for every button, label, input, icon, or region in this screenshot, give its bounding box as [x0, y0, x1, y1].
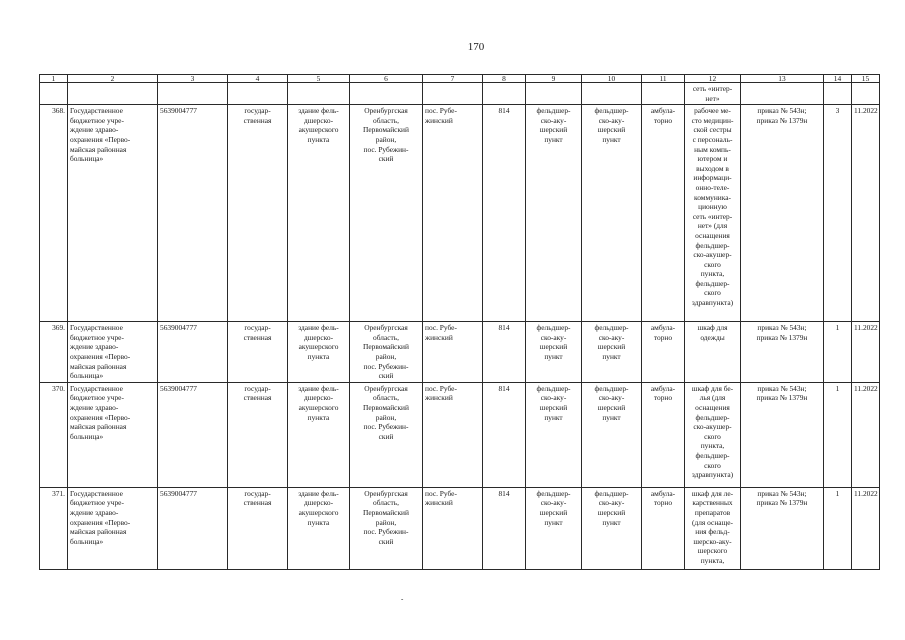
care-type-cell: амбула- торно	[642, 105, 685, 322]
order-cell: приказ № 543н; приказ № 1379н	[741, 105, 824, 322]
address-cell: Оренбургская область, Первомайский район, пос. Рубежин- ский	[350, 105, 423, 322]
column-number: 2	[68, 75, 158, 83]
care-type-cell: амбула- торно	[642, 382, 685, 487]
equipment-cell: шкаф для одежды	[685, 322, 741, 383]
column-number: 15	[852, 75, 880, 83]
organization-cell: Государственное бюджетное учре- ждение здраво- охранения «Перво- майская районная больница»	[68, 382, 158, 487]
locality-cell: пос. Рубе- жинский	[423, 382, 483, 487]
column-number: 11	[642, 75, 685, 83]
page-number: 170	[467, 41, 485, 53]
equipment-cell: рабочее ме- сто медицин- ской сестры с персональ- ным компь- ютером и выходом в информаци- онно-теле- коммуника- ционную сеть «интер- нет» (для оснащения фельдшер- ско-акушер- ского пункта, фельдшер- ского здравпункта)	[685, 105, 741, 322]
unit-cell-2: фельдшер- ско-аку- шерский пункт	[582, 487, 642, 569]
organization-cell: Государственное бюджетное учре- ждение здраво- охранения «Перво- майская районная больница»	[68, 105, 158, 322]
code-cell: 814	[483, 487, 526, 569]
unit-cell-2: фельдшер- ско-аку- шерский пункт	[582, 382, 642, 487]
locality-cell: пос. Рубе- жинский	[423, 105, 483, 322]
inn-cell: 5639004777	[158, 322, 228, 383]
code-cell: 814	[483, 382, 526, 487]
quantity-cell: 1	[824, 382, 852, 487]
date-cell: 11.2022	[852, 105, 880, 322]
organization-cell: Государственное бюджетное учре- ждение здраво- охранения «Перво- майская районная больница»	[68, 322, 158, 383]
care-type-cell: амбула- торно	[642, 322, 685, 383]
column-number: 8	[483, 75, 526, 83]
code-cell: 814	[483, 322, 526, 383]
order-cell: приказ № 543н; приказ № 1379н	[741, 487, 824, 569]
column-number: 9	[526, 75, 582, 83]
equipment-cell: шкаф для бе- лья (для оснащения фельдшер- ско-акушер- ского пункта, фельдшер- ского здравпункта)	[685, 382, 741, 487]
row-number: 368.	[40, 105, 68, 322]
column-number: 1	[40, 75, 68, 83]
column-number: 6	[350, 75, 423, 83]
column-number: 13	[741, 75, 824, 83]
unit-cell: фельдшер- ско-аку- шерский пункт	[526, 322, 582, 383]
building-cell: здание фель- дшерско- акушерского пункта	[288, 105, 350, 322]
column-number: 4	[228, 75, 288, 83]
column-number: 12	[685, 75, 741, 83]
unit-cell: фельдшер- ско-аку- шерский пункт	[526, 105, 582, 322]
quantity-cell: 3	[824, 105, 852, 322]
address-cell: Оренбургская область, Первомайский район, пос. Рубежин- ский	[350, 487, 423, 569]
unit-cell-2: фельдшер- ско-аку- шерский пункт	[582, 105, 642, 322]
ownership-cell: государ- ственная	[228, 105, 288, 322]
date-cell: 11.2022	[852, 382, 880, 487]
ownership-cell: государ- ственная	[228, 322, 288, 383]
date-cell: 11.2022	[852, 322, 880, 383]
row-number: 370.	[40, 382, 68, 487]
ownership-cell: государ- ственная	[228, 382, 288, 487]
care-type-cell: амбула- торно	[642, 487, 685, 569]
order-cell: приказ № 543н; приказ № 1379н	[741, 322, 824, 383]
date-cell: 11.2022	[852, 487, 880, 569]
column-number: 10	[582, 75, 642, 83]
column-number: 3	[158, 75, 228, 83]
organization-cell: Государственное бюджетное учре- ждение здраво- охранения «Перво- майская районная больница»	[68, 487, 158, 569]
code-cell: 814	[483, 105, 526, 322]
table-row	[40, 322, 880, 383]
ownership-cell: государ- ственная	[228, 487, 288, 569]
building-cell: здание фель- дшерско- акушерского пункта	[288, 322, 350, 383]
registry-table	[39, 74, 880, 570]
column-number: 5	[288, 75, 350, 83]
unit-cell: фельдшер- ско-аку- шерский пункт	[526, 382, 582, 487]
locality-cell: пос. Рубе- жинский	[423, 487, 483, 569]
building-cell: здание фель- дшерско- акушерского пункта	[288, 487, 350, 569]
footer-mark: -	[401, 595, 404, 603]
equipment-cell: сеть «интер- нет»	[685, 83, 741, 105]
locality-cell: пос. Рубе- жинский	[423, 322, 483, 383]
row-number: 369.	[40, 322, 68, 383]
order-cell: приказ № 543н; приказ № 1379н	[741, 382, 824, 487]
building-cell: здание фель- дшерско- акушерского пункта	[288, 382, 350, 487]
continuation-row	[40, 83, 880, 105]
address-cell: Оренбургская область, Первомайский район, пос. Рубежин- ский	[350, 322, 423, 383]
equipment-cell: шкаф для ле- карственных препаратов (для оснаще- ния фельд- шерско-аку- шерского пункта,	[685, 487, 741, 569]
column-number: 7	[423, 75, 483, 83]
address-cell: Оренбургская область, Первомайский район, пос. Рубежин- ский	[350, 382, 423, 487]
column-number-row	[40, 75, 880, 83]
table-row	[40, 487, 880, 569]
quantity-cell: 1	[824, 322, 852, 383]
inn-cell: 5639004777	[158, 487, 228, 569]
unit-cell-2: фельдшер- ско-аку- шерский пункт	[582, 322, 642, 383]
table-row	[40, 105, 880, 322]
row-number: 371.	[40, 487, 68, 569]
quantity-cell: 1	[824, 487, 852, 569]
inn-cell: 5639004777	[158, 105, 228, 322]
inn-cell: 5639004777	[158, 382, 228, 487]
unit-cell: фельдшер- ско-аку- шерский пункт	[526, 487, 582, 569]
table-row	[40, 382, 880, 487]
column-number: 14	[824, 75, 852, 83]
